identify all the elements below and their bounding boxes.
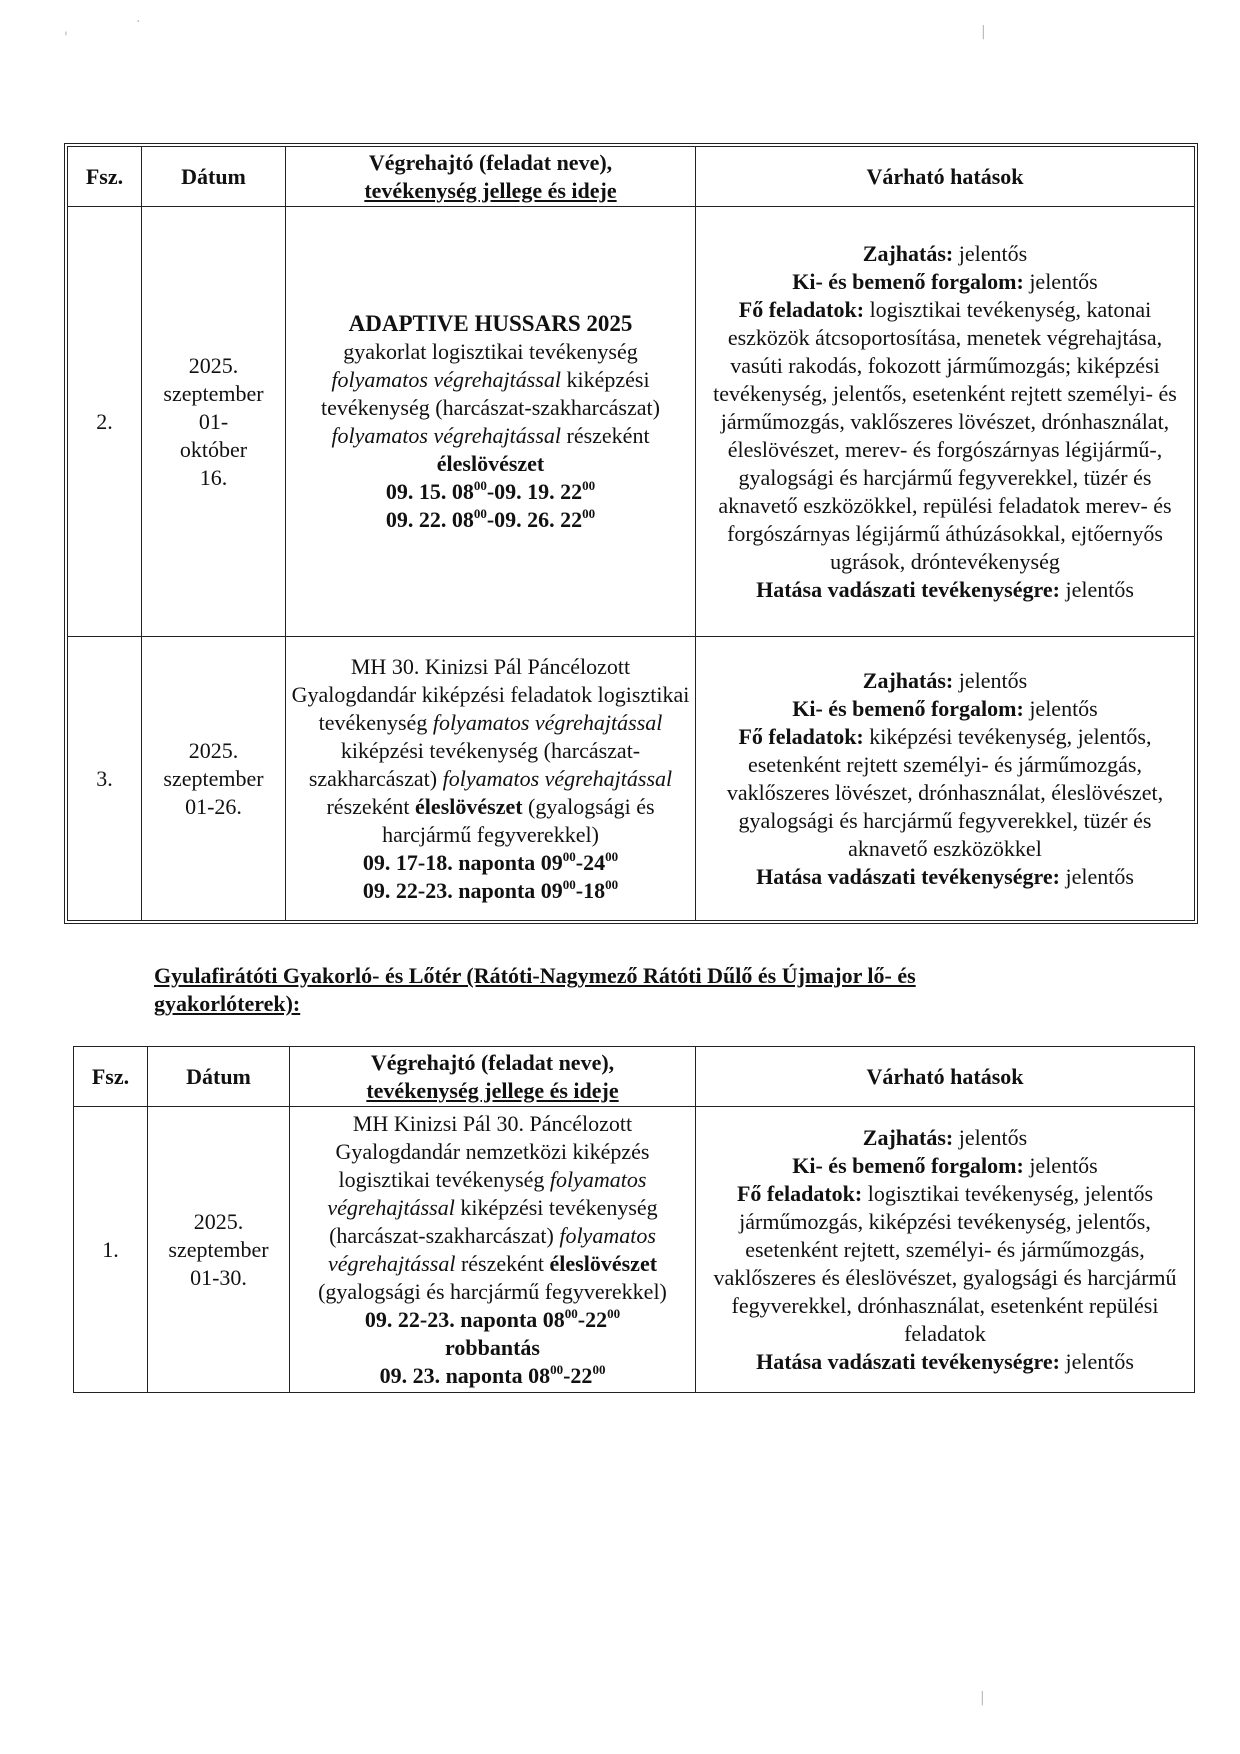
- exec-time: 09. 22. $08^{00}-09$. 26. $22^{00}$: [385, 505, 596, 532]
- exec-time: 09. 23. naponta $08^{00}-22^{00}$: [379, 1361, 606, 1388]
- effect-label: Ki- és bemenő forgalom:: [792, 695, 1024, 721]
- effect-value: jelentős: [1023, 1152, 1098, 1178]
- date-line: 2025.: [188, 352, 239, 378]
- exec-text: kiképzési tevékenység (harcászat-szakharcászat): [308, 737, 641, 791]
- exec-bold: robbantás: [445, 1334, 540, 1360]
- exec-text: tevékenység (harcászat-szakharcászat): [321, 394, 660, 420]
- effect-label: Hatása vadászati tevékenységre:: [756, 576, 1060, 602]
- exec-text: MH 30. Kinizsi Pál Páncélozott Gyalogdandár kiképzési feladatok logisztikai tevékenység: [291, 653, 690, 735]
- exec-text: részeként: [326, 793, 416, 819]
- exec-time: 09. 22-23. naponta $09^{00}-18^{00}$: [362, 876, 619, 903]
- effect-label: Hatása vadászati tevékenységre:: [756, 1348, 1060, 1374]
- row-date: [142, 637, 286, 921]
- date-line: szeptember: [163, 380, 264, 406]
- header-fsz: Fsz.: [68, 147, 142, 207]
- exec-text: részeként: [561, 422, 650, 448]
- date-line: 01-30.: [190, 1264, 247, 1290]
- header-executor-line2: tevékenység jellege és ideje: [364, 177, 617, 203]
- header-executor-line1: Végrehajtó (feladat neve),: [370, 1049, 615, 1075]
- row-date: [142, 207, 286, 637]
- effect-value: jelentős: [953, 240, 1028, 266]
- scan-speck: |: [981, 24, 986, 40]
- section-heading: Gyulafirátóti Gyakorló- és Lőtér (Rátóti-Nagymező Rátóti Dűlő és Újmajor lő- és gyakorlóterek):: [154, 963, 916, 1016]
- exec-italic: folyamatos végrehajtással: [331, 422, 561, 448]
- exec-italic: folyamatos végrehajtással: [327, 1222, 656, 1276]
- header-executor: [290, 1047, 696, 1107]
- table-row: [68, 637, 1195, 921]
- header-executor-line2: tevékenység jellege és ideje: [366, 1077, 619, 1103]
- row-number: 1.: [74, 1107, 148, 1393]
- exec-italic: folyamatos végrehajtással: [331, 366, 561, 392]
- date-line: 2025.: [188, 737, 239, 763]
- exec-time: 09. 17-18. naponta $09^{00}-24^{00}$: [362, 848, 619, 875]
- exec-time: 09. 15. $08^{00}-09$. 19. $22^{00}$: [385, 477, 596, 504]
- table-header-row: [74, 1047, 1195, 1107]
- date-line: 16.: [199, 464, 228, 490]
- row-executor: [286, 637, 696, 921]
- header-effects: Várható hatások: [696, 1047, 1195, 1107]
- date-line: 2025.: [193, 1208, 244, 1234]
- scan-speck: |: [980, 1690, 985, 1706]
- exec-text: kiképzési: [560, 366, 650, 392]
- row-number: 2.: [68, 207, 142, 637]
- scan-speck: ·: [136, 14, 141, 30]
- effect-label: Ki- és bemenő forgalom:: [792, 1152, 1024, 1178]
- effect-value: logisztikai tevékenység, katonai eszközök átcsoportosítása, menetek végrehajtása, vasúti rakodás, fokozott járműmozgás; kiképzési tevékenység, jelentős, esetenként rejtett személyi- és járműmozgás, vaklőszeres lövészet, drónhasználat, éleslövészet, merev- és forgószárnyas légijármű-, gyalogsági és harcjármű fegyverekkel, tüzér és aknavető eszközökkel, repülési feladatok merev- és forgószárnyas légijármű áthúzásokkal, ejtőernyős ugrások, dróntevékenység: [713, 296, 1177, 574]
- effect-value: jelentős: [1059, 576, 1134, 602]
- effect-label: Fő feladatok:: [736, 1180, 863, 1206]
- exec-text: részeként: [455, 1250, 550, 1276]
- exec-text: MH Kinizsi Pál 30. Páncélozott Gyalogdandár nemzetközi kiképzés logisztikai tevékenység: [335, 1110, 650, 1192]
- exercise-title: ADAPTIVE HUSSARS 2025: [348, 310, 633, 336]
- effect-label: Ki- és bemenő forgalom:: [792, 268, 1024, 294]
- effect-label: Zajhatás:: [862, 667, 954, 693]
- effect-value: jelentős: [953, 667, 1028, 693]
- header-executor: [286, 147, 696, 207]
- date-line: 01-26.: [185, 793, 242, 819]
- scan-speck: ': [64, 30, 68, 46]
- table-row: [74, 1107, 1195, 1393]
- header-datum: Dátum: [148, 1047, 290, 1107]
- schedule-table-1: [67, 146, 1195, 921]
- header-executor-line1: Végrehajtó (feladat neve),: [368, 149, 613, 175]
- effect-value: jelentős: [1059, 863, 1134, 889]
- effect-label: Fő feladatok:: [738, 296, 865, 322]
- schedule-table-2: [73, 1046, 1195, 1393]
- effect-label: Zajhatás:: [862, 240, 954, 266]
- exec-bold: éleslövészet: [549, 1250, 658, 1276]
- effect-value: logisztikai tevékenység, jelentős járműmozgás, kiképzési tevékenység, jelentős, esetenként rejtett, személyi- és járműmozgás, vaklőszeres és éleslövészet, gyalogsági és harcjármű fegyverekkel, drónhasználat, esetenként repülési feladatok: [713, 1180, 1177, 1346]
- effect-label: Hatása vadászati tevékenységre:: [756, 863, 1060, 889]
- exec-text: (gyalogsági és harcjármű fegyverekkel): [318, 1278, 667, 1304]
- row-date: [148, 1107, 290, 1393]
- header-fsz: Fsz.: [74, 1047, 148, 1107]
- row-effects: [696, 207, 1195, 637]
- effect-label: Fő feladatok:: [738, 723, 864, 749]
- header-datum: Dátum: [142, 147, 286, 207]
- table-row: [68, 207, 1195, 637]
- effect-value: jelentős: [1059, 1348, 1134, 1374]
- date-line: 01-: [198, 408, 229, 434]
- exec-italic: folyamatos végrehajtással: [327, 1166, 647, 1220]
- effect-label: Zajhatás:: [862, 1124, 954, 1150]
- effect-value: kiképzési tevékenység, jelentős, esetenként rejtett személyi- és járműmozgás, vaklőszeres lövészet, drónhasználat, éleslövészet, gyalogsági és harcjármű fegyverekkel, tüzér és aknavető eszközökkel: [726, 723, 1164, 861]
- row-effects: [696, 637, 1195, 921]
- effect-value: jelentős: [1023, 268, 1098, 294]
- exec-bold: éleslövészet: [436, 450, 545, 476]
- header-effects: Várható hatások: [696, 147, 1195, 207]
- exec-bold: éleslövészet: [415, 793, 523, 819]
- exec-text: kiképzési tevékenység (harcászat-szakharcászat): [329, 1194, 658, 1248]
- exec-italic: folyamatos végrehajtással: [442, 765, 673, 791]
- date-line: szeptember: [168, 1236, 269, 1262]
- date-line: szeptember: [163, 765, 264, 791]
- table-header-row: [68, 147, 1195, 207]
- effect-value: jelentős: [1023, 695, 1098, 721]
- row-executor: [286, 207, 696, 637]
- exec-text: gyakorlat logisztikai tevékenység: [343, 338, 638, 364]
- exec-text: (gyalogsági és harcjármű fegyverekkel): [382, 793, 655, 847]
- row-number: 3.: [68, 637, 142, 921]
- exec-time: 09. 22-23. naponta $08^{00}-22^{00}$: [364, 1305, 621, 1332]
- effect-value: jelentős: [953, 1124, 1028, 1150]
- row-effects: [696, 1107, 1195, 1393]
- exec-italic: folyamatos végrehajtással: [432, 709, 663, 735]
- row-executor: [290, 1107, 696, 1393]
- date-line: október: [179, 436, 248, 462]
